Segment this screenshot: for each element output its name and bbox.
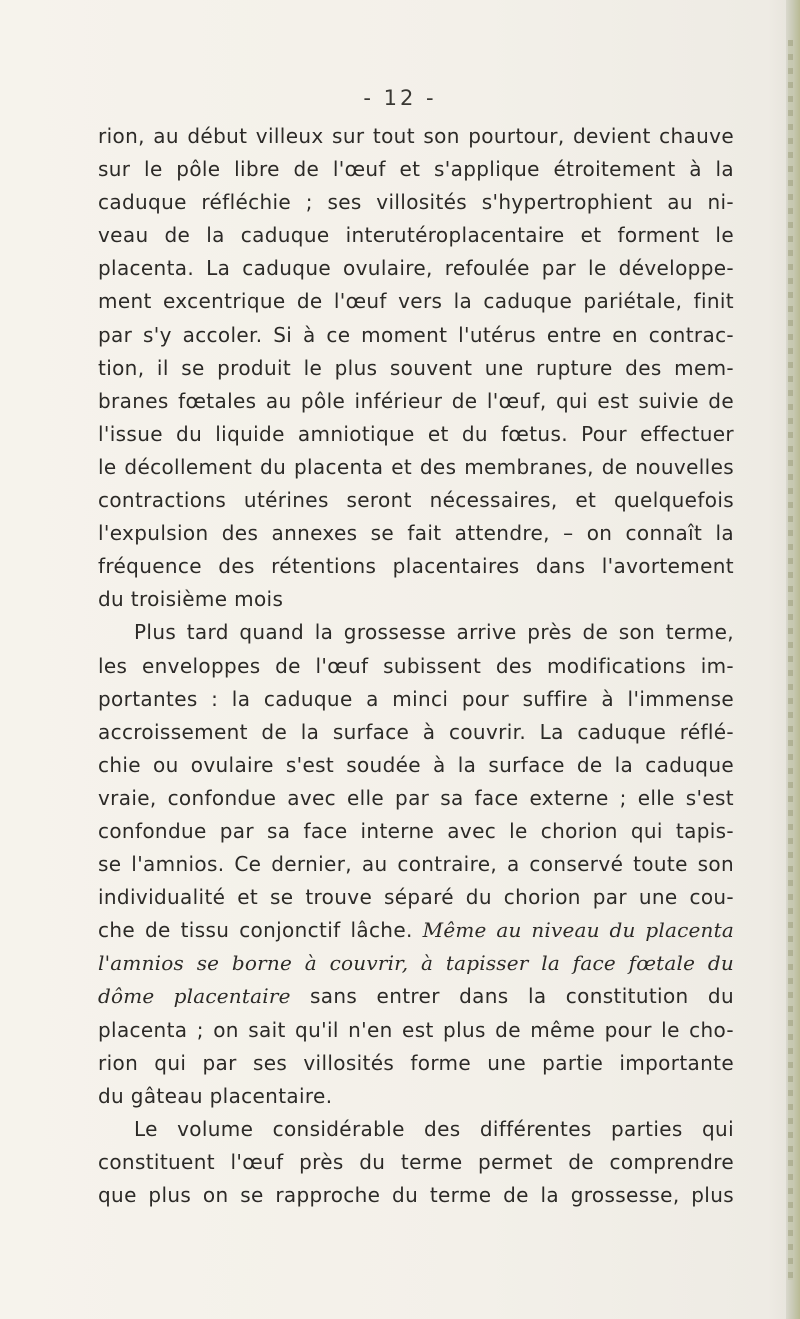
text-line: ment excentrique de l'œuf vers la caduque pariétale, finit: [98, 289, 734, 314]
italic-text-run: dôme placentaire: [98, 984, 291, 1009]
text-line: les enveloppes de l'œuf subissent des modifications im-: [98, 653, 734, 678]
text-line: que plus on se rapproche du terme de la grossesse, plus: [98, 1183, 734, 1207]
text-line: caduque réfléchie ; ses villosités s'hypertrophient au ni-: [98, 190, 734, 215]
text-line: confondue par sa face interne avec le chorion qui tapis-: [98, 818, 734, 843]
text-line: l'expulsion des annexes se fait attendre, – on connaît la: [98, 521, 734, 546]
text-line: le décollement du placenta et des membranes, de nouvelles: [98, 454, 734, 479]
text-line: Plus tard quand la grossesse arrive près de son terme,: [134, 620, 734, 645]
text-line: placenta. La caduque ovulaire, refoulée par le développe-: [98, 256, 734, 281]
text-line: fréquence des rétentions placentaires dans l'avortement: [98, 554, 734, 579]
text-line: branes fœtales au pôle inférieur de l'œuf, qui est suivie de: [98, 388, 734, 413]
text-line: du gâteau placentaire.: [98, 1083, 333, 1108]
text-line: du troisième mois: [98, 587, 284, 612]
text-line: portantes : la caduque a minci pour suffire à l'immense: [98, 686, 734, 711]
page-binding-edge: [786, 0, 800, 1319]
text-line: [98, 914, 734, 947]
text-line: veau de la caduque interutéroplacentaire et forment le: [98, 223, 734, 248]
text-line: individualité et se trouve séparé du chorion par une cou-: [98, 885, 734, 910]
text-line: tion, il se produit le plus souvent une rupture des mem-: [98, 355, 734, 380]
text-line: rion qui par ses villosités forme une partie importante: [98, 1050, 734, 1075]
text-line: constituent l'œuf près du terme permet de comprendre: [98, 1149, 734, 1174]
text-line: par s'y accoler. Si à ce moment l'utérus entre en contrac-: [98, 322, 734, 347]
text-line: rion, au début villeux sur tout son pourtour, devient chauve: [98, 124, 734, 148]
text-line: l'issue du liquide amniotique et du fœtus. Pour effectuer: [98, 421, 734, 446]
italic-text-run: l'amnios se borne à couvrir, à tapisser la face fœtale du: [98, 951, 734, 976]
text-run: sans entrer dans la constitution du: [310, 984, 734, 1009]
text-line: contractions utérines seront nécessaires, et quelquefois: [98, 488, 734, 513]
text-line: accroissement de la surface à couvrir. La caduque réflé-: [98, 719, 734, 744]
text-line: [98, 980, 734, 1013]
text-line: sur le pôle libre de l'œuf et s'applique étroitement à la: [98, 157, 734, 182]
text-line: [98, 947, 734, 980]
text-line: placenta ; on sait qu'il n'en est plus de même pour le cho-: [98, 1017, 734, 1042]
text-run: che de tissu conjonctif lâche.: [98, 918, 413, 943]
text-line: chie ou ovulaire s'est soudée à la surface de la caduque: [98, 752, 734, 777]
text-line: vraie, confondue avec elle par sa face externe ; elle s'est: [98, 785, 734, 810]
body-text: [98, 120, 734, 1212]
italic-text-run: Même au niveau du placenta: [422, 918, 735, 943]
text-line: se l'amnios. Ce dernier, au contraire, a conservé toute son: [98, 852, 734, 877]
page-number: - 12 -: [363, 86, 437, 110]
text-line: Le volume considérable des différentes parties qui: [134, 1116, 734, 1141]
